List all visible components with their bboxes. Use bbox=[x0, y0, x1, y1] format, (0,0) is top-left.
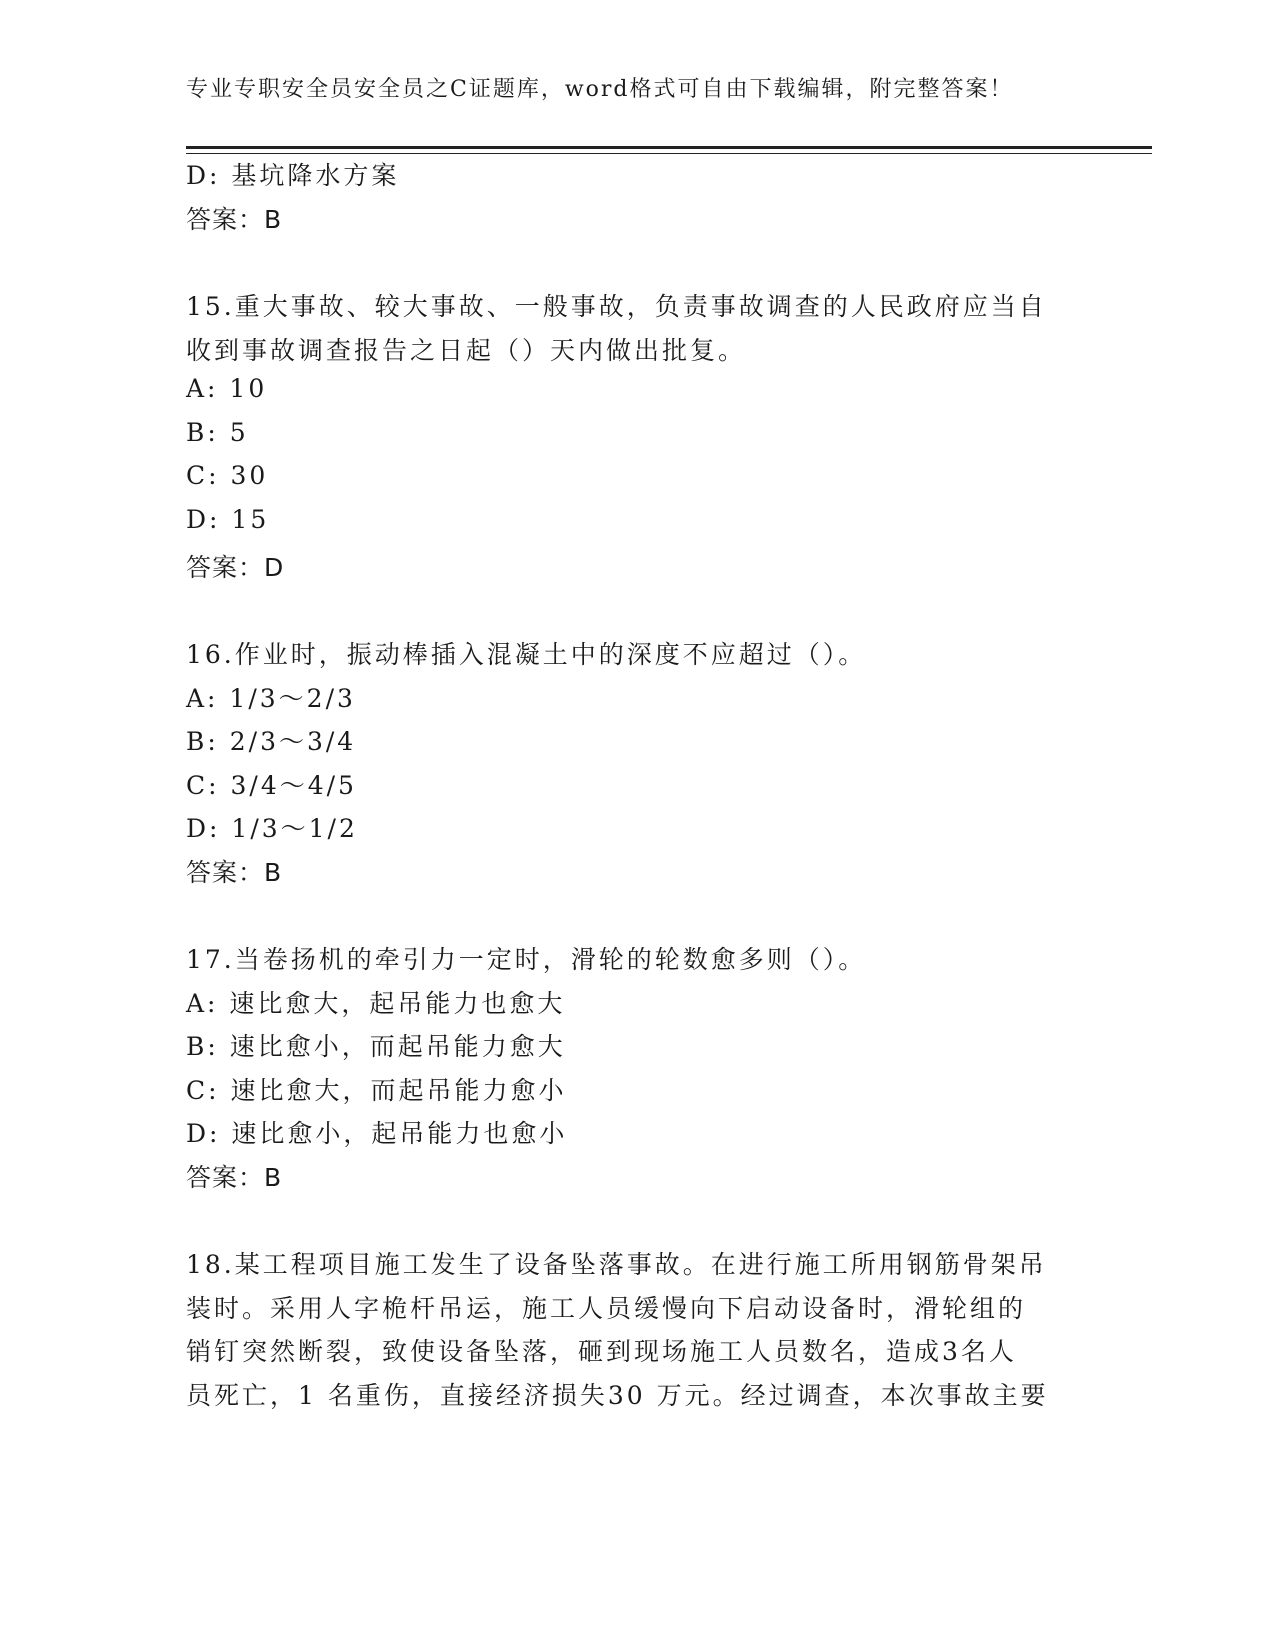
option-b: B: 2/3～3/4 bbox=[186, 727, 357, 756]
option-b: B: 速比愈小，而起吊能力愈大 bbox=[186, 1032, 566, 1061]
option-a: A: 10 bbox=[186, 374, 268, 403]
header-rule-thin bbox=[186, 153, 1152, 154]
option-d: D: 速比愈小，起吊能力也愈小 bbox=[186, 1119, 568, 1148]
answer: 答案：B bbox=[186, 1163, 283, 1192]
option-d: D: 基坑降水方案 bbox=[186, 161, 400, 190]
option-c: C: 速比愈大，而起吊能力愈小 bbox=[186, 1076, 567, 1105]
option-d: D: 15 bbox=[186, 505, 270, 534]
page-header: 专业专职安全员安全员之C证题库，word格式可自由下载编辑，附完整答案！ bbox=[186, 77, 1014, 102]
question-stem: 16.作业时，振动棒插入混凝土中的深度不应超过（）。 bbox=[186, 640, 867, 669]
option-a: A: 速比愈大，起吊能力也愈大 bbox=[186, 989, 566, 1018]
question-stem: 15.重大事故、较大事故、一般事故，负责事故调查的人民政府应当自 bbox=[186, 292, 1047, 321]
question-stem: 装时。采用人字桅杆吊运，施工人员缓慢向下启动设备时，滑轮组的 bbox=[186, 1294, 1027, 1323]
question-stem: 18.某工程项目施工发生了设备坠落事故。在进行施工所用钢筋骨架吊 bbox=[186, 1250, 1047, 1279]
question-stem: 17.当卷扬机的牵引力一定时，滑轮的轮数愈多则（）。 bbox=[186, 945, 867, 974]
question-stem: 收到事故调查报告之日起（）天内做出批复。 bbox=[186, 336, 747, 365]
question-stem: 销钉突然断裂，致使设备坠落，砸到现场施工人员数名，造成3名人 bbox=[186, 1337, 1017, 1366]
answer: 答案：B bbox=[186, 205, 283, 234]
question-stem: 员死亡，1 名重伤，直接经济损失30 万元。经过调查，本次事故主要 bbox=[186, 1381, 1049, 1410]
option-a: A: 1/3～2/3 bbox=[186, 684, 356, 713]
option-c: C: 30 bbox=[186, 461, 269, 490]
option-d: D: 1/3～1/2 bbox=[186, 814, 358, 843]
option-c: C: 3/4～4/5 bbox=[186, 771, 357, 800]
answer: 答案：B bbox=[186, 858, 283, 887]
option-b: B: 5 bbox=[186, 418, 249, 447]
header-rule bbox=[186, 146, 1152, 149]
answer: 答案：D bbox=[186, 553, 285, 582]
